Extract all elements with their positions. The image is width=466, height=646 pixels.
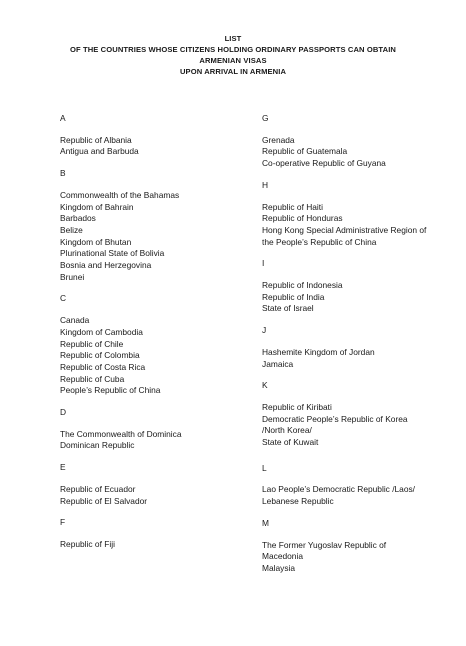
section-letter: K: [262, 380, 268, 391]
title-line-1: LIST: [224, 34, 242, 43]
section-letter: A: [60, 113, 66, 123]
country-item: Malaysia: [262, 562, 296, 573]
country-item: Republic of India: [262, 291, 325, 302]
country-item: Co-operative Republic of Guyana: [262, 158, 386, 169]
section-j: [262, 325, 452, 370]
country-item: Republic of Albania: [60, 134, 132, 145]
country-item: Belize: [60, 224, 83, 235]
country-item: Antigua and Barbuda: [60, 146, 139, 157]
section-letter: E: [60, 462, 66, 473]
section-h: [262, 180, 452, 249]
left-column: [60, 113, 250, 551]
section-letter: M: [262, 517, 269, 528]
country-item: Republic of El Salvador: [60, 495, 148, 506]
section-i: [262, 258, 452, 315]
section-letter: J: [262, 325, 267, 336]
section-f: [60, 517, 250, 550]
country-item: Barbados: [60, 213, 96, 224]
section-l: [262, 463, 452, 508]
country-item: The Commonwealth of Dominica: [60, 428, 182, 439]
section-letter: F: [60, 517, 66, 528]
title-line-4: UPON ARRIVAL IN ARMENIA: [179, 67, 287, 76]
section-a: [60, 113, 250, 158]
country-item: People’s Republic of China: [60, 385, 161, 396]
country-item: Republic of Cuba: [60, 373, 125, 384]
section-letter: C: [60, 293, 67, 304]
section-letter: B: [60, 168, 66, 179]
country-item: Jamaica: [262, 358, 294, 369]
country-item: Kingdom of Cambodia: [60, 326, 143, 337]
country-item: Canada: [60, 315, 90, 326]
country-item: Macedonia: [262, 551, 303, 562]
country-item: Republic of Ecuador: [60, 483, 136, 494]
country-item: Republic of Costa Rica: [60, 361, 146, 372]
country-item: Brunei: [60, 271, 85, 282]
country-item: Republic of Fiji: [60, 538, 115, 549]
country-item: /North Korea/: [262, 425, 312, 436]
section-letter: D: [60, 407, 67, 418]
country-item: Lao People’s Democratic Republic /Laos/: [262, 484, 416, 495]
country-item: Kingdom of Bahrain: [60, 201, 134, 212]
country-item: State of Kuwait: [262, 437, 319, 448]
country-item: Grenada: [262, 134, 295, 145]
section-letter: H: [262, 179, 269, 190]
country-item: The Former Yugoslav Republic of: [262, 539, 387, 550]
section-k: [262, 380, 452, 449]
country-item: State of Israel: [262, 303, 314, 314]
country-item: Republic of Indonesia: [262, 280, 343, 291]
country-item: Commonwealth of the Bahamas: [60, 189, 180, 200]
country-item: the People’s Republic of China: [262, 236, 377, 247]
country-item: Lebanese Republic: [262, 496, 334, 507]
right-column: [262, 113, 452, 575]
section-g: [262, 113, 452, 170]
section-letter: I: [262, 258, 265, 269]
country-item: Republic of Guatemala: [262, 146, 348, 157]
country-item: Republic of Kiribati: [262, 401, 332, 412]
country-item: Hong Kong Special Administrative Region of: [262, 224, 427, 235]
section-c: [60, 293, 250, 397]
country-item: Republic of Chile: [60, 338, 124, 349]
country-item: Hashemite Kingdom of Jordan: [262, 346, 375, 357]
country-item: Republic of Colombia: [60, 350, 140, 361]
country-item: Republic of Honduras: [262, 213, 343, 224]
country-item: Kingdom of Bhutan: [60, 236, 132, 247]
country-item: Republic of Haiti: [262, 201, 323, 212]
section-m: [262, 518, 452, 575]
section-e: [60, 462, 250, 507]
section-letter: G: [262, 113, 269, 123]
title-line-3: ARMENIAN VISAS: [199, 56, 267, 65]
country-item: Plurinational State of Bolivia: [60, 248, 165, 259]
section-letter: L: [262, 462, 267, 473]
title-line-2: OF THE COUNTRIES WHOSE CITIZENS HOLDING ORDINARY PASSPORTS CAN OBTAIN: [70, 45, 396, 54]
country-item: Dominican Republic: [60, 440, 135, 451]
country-item: Democratic People’s Republic of Korea: [262, 413, 408, 424]
section-d: [60, 407, 250, 452]
section-b: [60, 168, 250, 283]
country-item: Bosnia and Herzegovina: [60, 260, 152, 271]
